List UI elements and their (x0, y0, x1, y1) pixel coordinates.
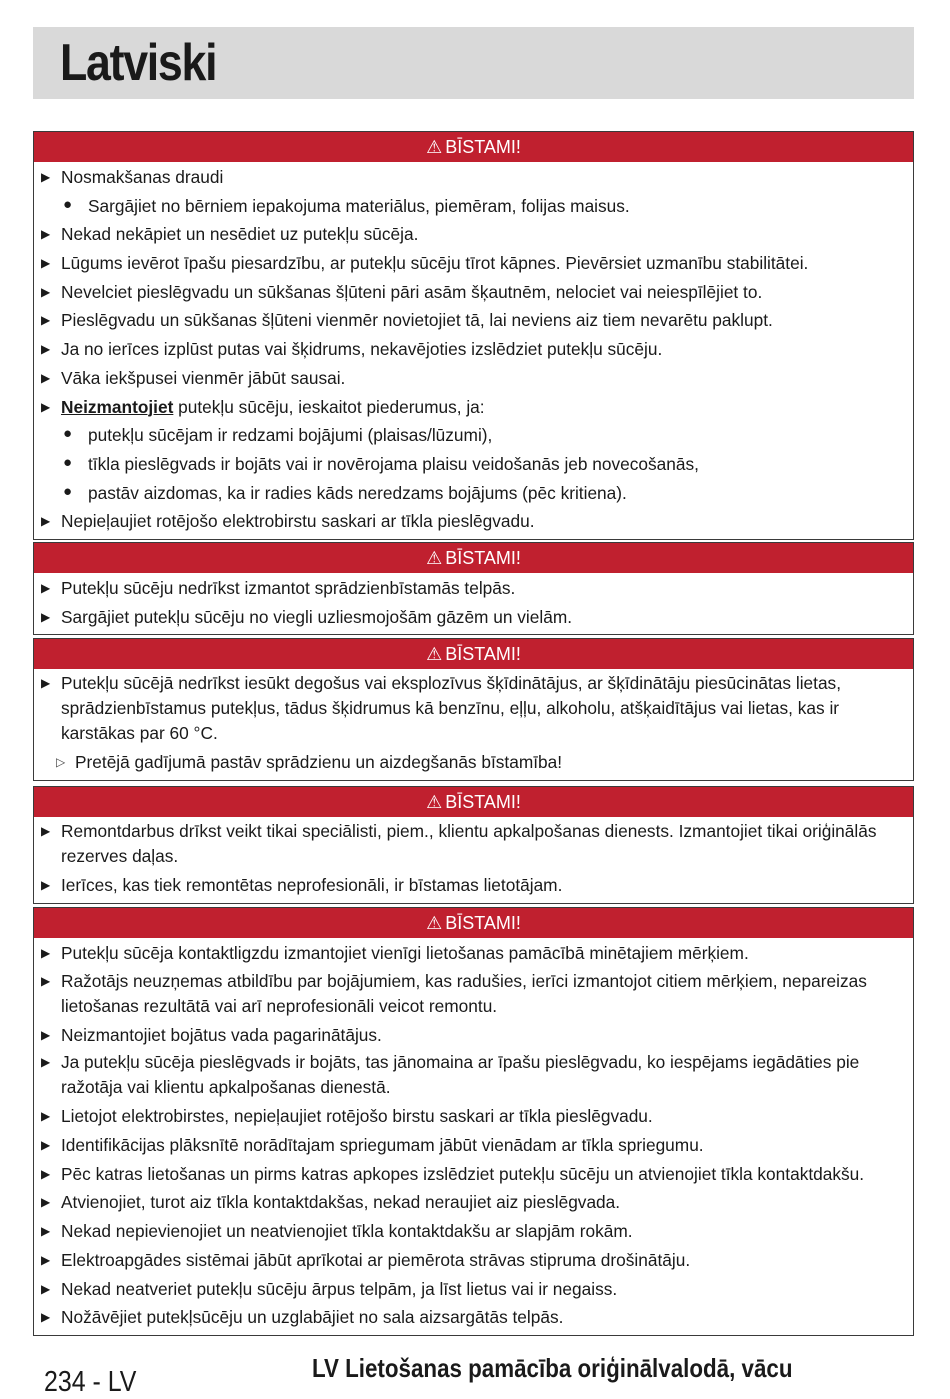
page-title: Latviski (60, 34, 217, 92)
list-item (34, 575, 913, 601)
item-text: tīkla pieslēgvads ir bojāts vai ir novērojama plaisu veidošanās jeb novecošanās, (88, 453, 699, 474)
arrow-icon: ▶ (41, 824, 51, 838)
bullet-item (34, 480, 913, 506)
item-text: Sargājiet no bērniem iepakojuma materiālus, piemēram, folijas maisus. (88, 195, 630, 216)
list-item (34, 969, 913, 1019)
item-text: Remontdarbus drīkst veikt tikai speciālisti, piem., klientu apkalpošanas dienests. Izmantojiet tikai oriģinālās rezerves daļas. (61, 821, 877, 866)
warning-body (34, 669, 913, 780)
item-text: Nekad neatveriet putekļu sūcēju ārpus telpām, ja līst lietus vai ir negaiss. (61, 1278, 618, 1299)
list-item (34, 221, 913, 247)
language-banner (33, 27, 914, 99)
bullet-item (34, 193, 913, 219)
item-text: Vāka iekšpusei vienmēr jābūt sausai. (61, 367, 346, 388)
warning-box (33, 638, 914, 781)
warning-triangle-icon: ⚠ (426, 548, 443, 568)
warning-box (33, 131, 914, 540)
arrow-icon: ▶ (41, 973, 51, 988)
item-text: Nosmakšanas draudi (61, 167, 224, 187)
bullet-icon: ● (63, 482, 73, 500)
warning-label: BĪSTAMI! (445, 792, 521, 812)
list-item (34, 940, 913, 966)
warning-box (33, 786, 914, 904)
page-number: 234 - LV (44, 1366, 137, 1398)
item-text: Identifikācijas plāksnītē norādītajam spriegumam jābūt vienādam ar tīkla spriegumu. (61, 1135, 704, 1156)
warning-label: BĪSTAMI! (445, 644, 521, 664)
list-item (34, 365, 913, 391)
arrow-icon: ▶ (41, 878, 51, 892)
item-text: putekļu sūcēju, ieskaitot piederumus, ja: (173, 396, 485, 417)
warning-header (34, 908, 913, 938)
arrow-icon: ▶ (41, 1138, 51, 1153)
item-text: Ierīces, kas tiek remontētas neprofesionāli, ir bīstamas lietotājam. (61, 875, 563, 895)
warning-box (33, 907, 914, 1336)
arrow-icon: ▶ (41, 170, 51, 184)
item-text: Putekļu sūcējā nedrīkst iesūkt degošus vai eksplozīvus šķīdinātājus, ar šķīdinātāju piesūcinātas lietas, sprādzienbīstamus putekļus, tādus šķidrumus kā benzīnu, eļļu, alkoholu, atšķaidītājus vai lietas, kas ir karstākas par 60 °C. (61, 673, 841, 743)
list-item (34, 872, 913, 898)
list-item (34, 1161, 913, 1187)
warning-header (34, 132, 913, 162)
arrow-icon: ▶ (41, 1310, 51, 1325)
list-item (34, 1189, 913, 1215)
arrow-icon: ▶ (41, 676, 51, 690)
list-item (34, 250, 913, 276)
item-text: Putekļu sūcēju nedrīkst izmantot sprādzienbīstamās telpās. (61, 578, 516, 598)
list-item (34, 394, 913, 420)
item-text: Ražotājs neuzņemas atbildību par bojājumiem, kas radušies, ierīci izmantojot citiem mērķiem, nepareizas lietošanas rezultātā vai arī neprofesionāli veicot remontu. (61, 970, 867, 1016)
warning-body (34, 573, 913, 634)
arrow-icon: ▶ (41, 1027, 51, 1042)
list-item (34, 1304, 913, 1330)
warning-body (34, 162, 913, 539)
item-text: Pretējā gadījumā pastāv sprādzienu un aizdegšanās bīstamība! (75, 752, 563, 772)
item-text: pastāv aizdomas, ka ir radies kāds neredzams bojājums (pēc kritiena). (88, 482, 627, 503)
arrow-icon: ▶ (41, 313, 51, 328)
item-text: Pēc katras lietošanas un pirms katras apkopes izslēdziet putekļu sūcēju un atvienojiet tīkla kontaktdakšu. (61, 1163, 865, 1184)
emphasis-text: Neizmantojiet (61, 396, 174, 417)
list-item (34, 307, 913, 333)
arrow-icon: ▶ (41, 609, 51, 624)
warning-triangle-icon: ⚠ (426, 644, 443, 664)
warning-label: BĪSTAMI! (445, 137, 521, 157)
warning-header (34, 543, 913, 573)
arrow-icon: ▶ (41, 227, 51, 242)
item-text: putekļu sūcējam ir redzami bojājumi (plaisas/lūzumi), (88, 425, 493, 446)
arrow-icon: ▶ (41, 1109, 51, 1124)
arrow-icon: ▶ (41, 1055, 51, 1070)
list-item (34, 279, 913, 305)
warning-triangle-icon: ⚠ (426, 913, 443, 933)
result-arrow-icon: ▷ (56, 755, 66, 769)
arrow-icon: ▶ (41, 946, 51, 960)
list-item (34, 819, 913, 869)
result-item (34, 749, 913, 775)
item-text: Sargājiet putekļu sūcēju no viegli uzliesmojošām gāzēm un vielām. (61, 606, 573, 627)
list-item (34, 508, 913, 534)
item-text: Nepieļaujiet rotējošo elektrobirstu saskari ar tīkla pieslēgvadu. (61, 511, 535, 532)
item-text: Nožāvējiet putekļsūcēju un uzglabājiet no sala aizsargātās telpās. (61, 1307, 564, 1328)
arrow-icon: ▶ (41, 370, 51, 385)
warning-label: BĪSTAMI! (445, 913, 521, 933)
arrow-icon: ▶ (41, 1281, 51, 1296)
item-text: Nekad nekāpiet un nesēdiet uz putekļu sūcēja. (61, 224, 419, 245)
list-item (34, 336, 913, 362)
warning-triangle-icon: ⚠ (426, 137, 443, 157)
item-text: Lūgums ievērot īpašu piesardzību, ar putekļu sūcēju tīrot kāpnes. Pievērsiet uzmanību stabilitātei. (61, 253, 809, 274)
warning-body (34, 817, 913, 903)
list-item (34, 1132, 913, 1158)
bullet-icon: ● (63, 453, 73, 471)
bullet-item (34, 451, 913, 477)
list-item (34, 1276, 913, 1302)
footer-title: LV Lietošanas pamācība oriģinālvalodā, vācu (312, 1353, 793, 1383)
bullet-item (34, 422, 913, 448)
warning-header (34, 639, 913, 669)
list-item (34, 1218, 913, 1244)
item-text: Atvienojiet, turot aiz tīkla kontaktdakšas, nekad nerauj​iet aiz pieslēgvada. (61, 1192, 621, 1213)
arrow-icon: ▶ (41, 1252, 51, 1267)
list-item (34, 1050, 913, 1100)
item-text: Ja putekļu sūcēja pieslēgvads ir bojāts, tas jānomaina ar īpašu pieslēgvadu, ko iespējams iegādāties pie ražotāja vai klientu apkalpošanas dienestā. (61, 1052, 860, 1098)
item-text: Elektroapgādes sistēmai jābūt aprīkotai ar piemērota strāvas stipruma drošinātāju. (61, 1249, 691, 1270)
arrow-icon: ▶ (41, 256, 51, 271)
list-item (34, 671, 913, 746)
warning-box (33, 542, 914, 635)
item-text: Ja no ierīces izplūst putas vai šķidrums, nekavējoties izslēdziet putekļu sūcēju. (61, 339, 663, 360)
arrow-icon: ▶ (41, 1166, 51, 1181)
arrow-icon: ▶ (41, 399, 51, 414)
list-item (34, 1022, 913, 1048)
list-item (34, 1103, 913, 1129)
bullet-icon: ● (63, 195, 73, 213)
arrow-icon: ▶ (41, 284, 51, 299)
item-text: Putekļu sūcēja kontaktligzdu izmantojiet vienīgi lietošanas pamācībā minētajiem mērķiem. (61, 943, 749, 963)
arrow-icon: ▶ (41, 581, 51, 595)
item-text: Nevelciet pieslēgvadu un sūkšanas šļūteni pāri asām šķautnēm, nelociet vai neiespīlējiet to. (61, 281, 763, 302)
list-item (34, 604, 913, 630)
item-text: Neizmantojiet bojātus vada pagarinātājus. (61, 1024, 382, 1045)
arrow-icon: ▶ (41, 514, 51, 529)
warning-header (34, 787, 913, 817)
warning-label: BĪSTAMI! (445, 548, 521, 568)
warning-body (34, 938, 913, 1335)
item-text: Pieslēgvadu un sūkšanas šļūteni vienmēr novietojiet tā, lai neviens aiz tiem nevarētu paklupt. (61, 310, 773, 331)
list-item (34, 1247, 913, 1273)
list-item (34, 164, 913, 190)
item-text: Nekad nepievienojiet un neatvienojiet tīkla kontaktdakšu ar slapjām rokām. (61, 1221, 633, 1242)
arrow-icon: ▶ (41, 342, 51, 357)
item-text: Lietojot elektrobirstes, nepieļaujiet rotējošo birstu saskari ar tīkla pieslēgvadu. (61, 1106, 653, 1127)
warning-triangle-icon: ⚠ (426, 792, 443, 812)
arrow-icon: ▶ (41, 1195, 51, 1210)
arrow-icon: ▶ (41, 1224, 51, 1239)
bullet-icon: ● (63, 425, 73, 443)
